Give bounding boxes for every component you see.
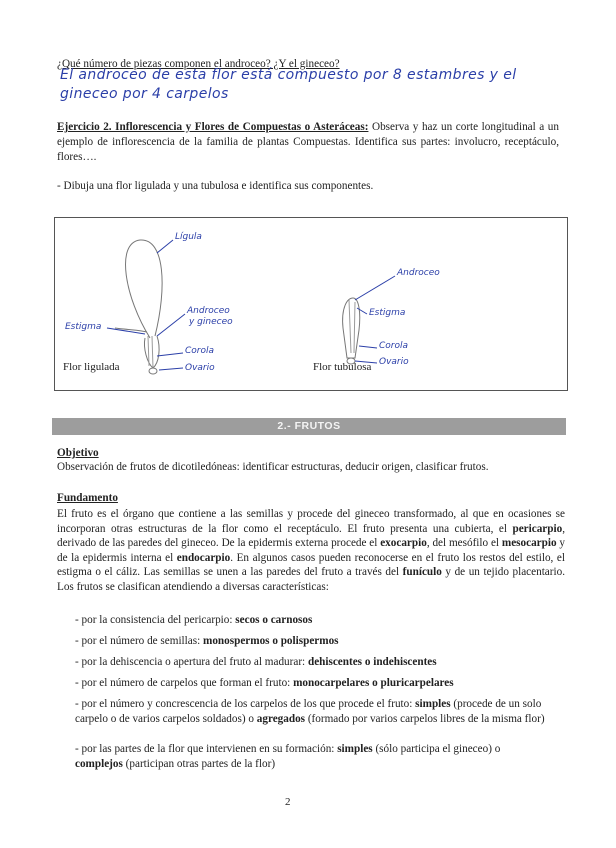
label-androceo-right: Androceo: [397, 268, 440, 278]
caption-tubular: Flor tubulosa: [313, 361, 372, 373]
handwritten-answer: [60, 66, 560, 104]
term-funiculo: funículo: [402, 566, 442, 579]
label-androceo-left: Androceo: [187, 306, 230, 316]
label-ligula: Lígula: [175, 232, 202, 242]
fundamento-text-2: , derivado de las paredes del gineceo. De la epidermis externa procede el: [57, 522, 565, 550]
term-endocarpio: endocarpio: [176, 551, 231, 564]
list-item: - por la consistencia del pericarpio: secos o carnosos: [75, 614, 313, 626]
fundamento-paragraph: [57, 507, 565, 595]
section-banner-frutos: 2.- FRUTOS: [52, 418, 566, 435]
exercise-2: [57, 120, 559, 165]
list-item: - por la dehiscencia o apertura del fruto al madurar: dehiscentes o indehiscentes: [75, 656, 437, 668]
list-item: - por el número de semillas: monospermos o polispermos: [75, 635, 339, 647]
fundamento-text-4: y de la epidermis interna el: [57, 537, 565, 564]
term-pericarpio: pericarpio: [512, 522, 563, 535]
term-mesocarpio: mesocarpio: [501, 537, 557, 550]
ligulate-ovary: [149, 368, 157, 374]
ligulate-petal: [126, 240, 163, 338]
objetivo-text: Observación de frutos de dicotiledóneas: identificar estructuras, deducir origen, clasificar frutos.: [57, 461, 489, 473]
flower-drawing-box: [54, 217, 568, 391]
list-item: - por el número de carpelos que forman el fruto: monocarpelares o pluricarpelares: [75, 677, 454, 689]
arrow-estigma-right: [357, 308, 367, 314]
label-corola-right: Corola: [379, 341, 409, 351]
arrow-corola-right: [359, 346, 377, 348]
label-ovario-right: Ovario: [379, 357, 409, 367]
exercise-2-text: Observa y haz un corte longitudinal a un ejemplo de inflorescencia de la familia de plantas Compuestas. Identifica sus partes: involucro, receptáculo, flores….: [57, 121, 559, 163]
caption-ligulate: Flor ligulada: [63, 361, 120, 373]
objetivo-heading: Objetivo: [57, 447, 99, 459]
label-estigma-left: Estigma: [65, 322, 102, 332]
handwritten-line-2: gineceo por 4 carpelos: [60, 86, 229, 102]
arrow-androceo-left: [157, 314, 185, 336]
fundamento-heading: Fundamento: [57, 492, 118, 504]
list-item: - por las partes de la flor que intervienen en su formación: simples (sólo participa el gineceo) o complejos (participan otras partes de la flor): [75, 743, 501, 770]
arrow-corola-left: [157, 353, 183, 356]
fundamento-text-6: y de un tejido placentario. Los frutos se clasifican atendiendo a diversas características:: [57, 566, 565, 593]
term-exocarpio: exocarpio: [380, 537, 427, 550]
fundamento-text-1: El fruto es el órgano que contiene a las semillas y procede del gineceo transformado, al que en ocasiones se incorporan otras estructuras de la flor como el receptáculo. El fruto presenta una cubierta, el: [57, 508, 565, 535]
page-number: 2: [285, 796, 291, 808]
fundamento-text-5: . En algunos casos pueden reconocerse en el fruto los restos del estilo, el estigma o el cáliz. Las semillas se unen a las paredes del fruto a través del: [57, 551, 565, 579]
arrow-ovario-left: [159, 368, 183, 370]
arrow-androceo-right: [355, 276, 395, 300]
flower-drawings: [55, 218, 567, 390]
arrow-ligula: [157, 240, 173, 253]
handwritten-line-1: El androceo de esta flor está compuesto por 8 estambres y el: [60, 67, 517, 83]
label-y-gineceo: y gineceo: [189, 317, 233, 327]
list-item: - por el número y concrescencia de los carpelos de los que procede el fruto: simples (procede de un solo carpelo o de varios carpelos soldados) o agregados (formado por varios carpelos libres de la misma flor): [75, 698, 545, 725]
label-corola-left: Corola: [185, 346, 215, 356]
draw-instruction: - Dibuja una flor ligulada y una tubulosa e identifica sus componentes.: [57, 180, 374, 192]
exercise-2-heading: Ejercicio 2. Inflorescencia y Flores de Compuestas o Asteráceas:: [57, 121, 369, 133]
fundamento-text-3: , del mesófilo el: [426, 537, 502, 550]
question-text: ¿Qué número de piezas componen el androceo? ¿Y el gineceo?: [57, 58, 340, 70]
label-ovario-left: Ovario: [185, 363, 215, 373]
label-estigma-right: Estigma: [369, 308, 406, 318]
